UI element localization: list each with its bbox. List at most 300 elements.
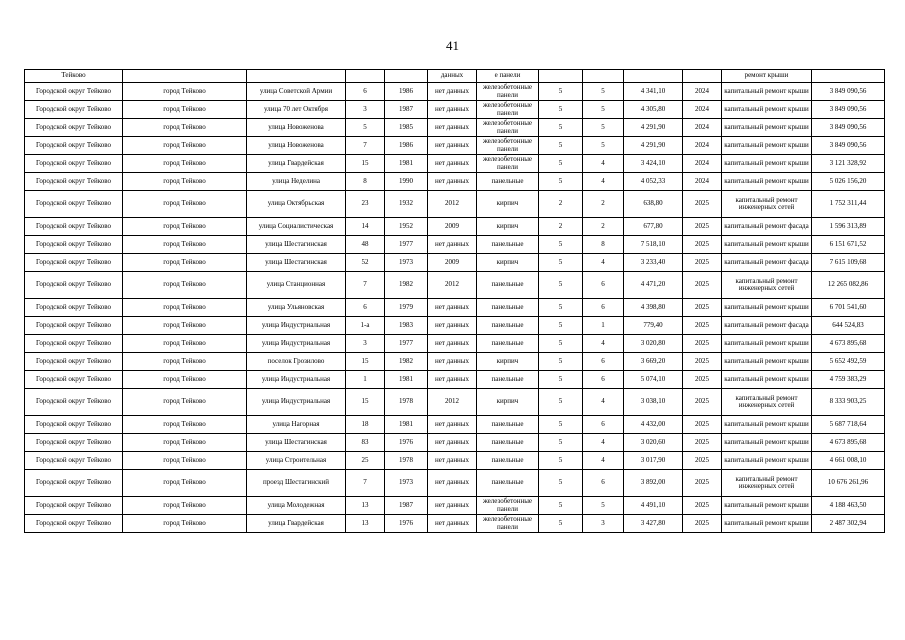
cell-repair-type: капитальный ремонт крыши: [722, 299, 812, 317]
cell-cost: 1 752 311,44: [812, 191, 885, 218]
cell-area: 638,80: [624, 191, 683, 218]
cell-floors: 5: [539, 236, 583, 254]
cell-house-number: 83: [346, 434, 385, 452]
cell-municipality: Городской округ Тейково: [25, 452, 123, 470]
cell-settlement: город Тейково: [123, 470, 247, 497]
cell-year-built: 1985: [385, 119, 428, 137]
cell-street: улица Октябрьская: [247, 191, 346, 218]
cell-street: улица Новоженова: [247, 119, 346, 137]
cell-cost: 2 487 302,94: [812, 515, 885, 533]
cell-area: [624, 70, 683, 83]
cell-floors: 5: [539, 137, 583, 155]
cell-year-built: 1977: [385, 236, 428, 254]
cell-wall-material: панельные: [477, 470, 539, 497]
cell-entrances: 8: [583, 236, 624, 254]
table-row: [25, 452, 885, 470]
cell-entrances: 6: [583, 371, 624, 389]
cell-wall-material: железобетонные панели: [477, 101, 539, 119]
table-row: [25, 119, 885, 137]
cell-area: 3 669,20: [624, 353, 683, 371]
cell-settlement: город Тейково: [123, 155, 247, 173]
cell-street: улица Советской Армии: [247, 83, 346, 101]
cell-year-reconstruction: нет данных: [428, 335, 477, 353]
cell-repair-type: капитальный ремонт инженерных сетей: [722, 272, 812, 299]
cell-area: 4 471,20: [624, 272, 683, 299]
cell-repair-year: 2024: [683, 119, 722, 137]
table-row: [25, 317, 885, 335]
cell-repair-year: 2025: [683, 452, 722, 470]
cell-cost: 3 849 090,56: [812, 83, 885, 101]
cell-settlement: город Тейково: [123, 497, 247, 515]
cell-municipality: Городской округ Тейково: [25, 353, 123, 371]
cell-year-built: 1978: [385, 389, 428, 416]
cell-cost: 3 849 090,56: [812, 101, 885, 119]
cell-wall-material: кирпич: [477, 191, 539, 218]
cell-wall-material: панельные: [477, 299, 539, 317]
cell-area: 4 341,10: [624, 83, 683, 101]
cell-year-reconstruction: 2012: [428, 191, 477, 218]
cell-repair-year: 2025: [683, 470, 722, 497]
cell-repair-year: 2024: [683, 155, 722, 173]
cell-settlement: город Тейково: [123, 254, 247, 272]
cell-municipality: Городской округ Тейково: [25, 191, 123, 218]
cell-repair-type: капитальный ремонт крыши: [722, 452, 812, 470]
cell-entrances: 5: [583, 83, 624, 101]
cell-repair-type: капитальный ремонт крыши: [722, 434, 812, 452]
cell-year-reconstruction: 2009: [428, 254, 477, 272]
cell-wall-material: панельные: [477, 317, 539, 335]
cell-municipality: Городской округ Тейково: [25, 470, 123, 497]
cell-floors: 5: [539, 317, 583, 335]
cell-year-reconstruction: нет данных: [428, 83, 477, 101]
cell-cost: [812, 70, 885, 83]
cell-house-number: 52: [346, 254, 385, 272]
table-row: [25, 218, 885, 236]
table-row: [25, 137, 885, 155]
cell-year-reconstruction: нет данных: [428, 299, 477, 317]
cell-year-reconstruction: 2012: [428, 389, 477, 416]
cell-entrances: 4: [583, 389, 624, 416]
cell-settlement: город Тейково: [123, 119, 247, 137]
cell-house-number: 48: [346, 236, 385, 254]
table-row: [25, 155, 885, 173]
cell-entrances: 6: [583, 299, 624, 317]
cell-house-number: [346, 70, 385, 83]
cell-entrances: 4: [583, 434, 624, 452]
cell-house-number: 15: [346, 389, 385, 416]
cell-municipality: Городской округ Тейково: [25, 335, 123, 353]
cell-municipality: Городской округ Тейково: [25, 101, 123, 119]
cell-wall-material: железобетонные панели: [477, 119, 539, 137]
cell-municipality: Городской округ Тейково: [25, 515, 123, 533]
cell-floors: 5: [539, 353, 583, 371]
cell-street: [247, 70, 346, 83]
cell-street: улица Шестагинская: [247, 236, 346, 254]
cell-wall-material: панельные: [477, 452, 539, 470]
cell-entrances: 4: [583, 254, 624, 272]
cell-settlement: город Тейково: [123, 299, 247, 317]
cell-floors: [539, 70, 583, 83]
cell-cost: 6 701 541,60: [812, 299, 885, 317]
cell-municipality: Городской округ Тейково: [25, 299, 123, 317]
cell-repair-type: капитальный ремонт крыши: [722, 371, 812, 389]
cell-year-reconstruction: 2012: [428, 272, 477, 299]
cell-year-built: 1981: [385, 416, 428, 434]
cell-repair-type: капитальный ремонт инженерных сетей: [722, 389, 812, 416]
cell-wall-material: железобетонные панели: [477, 515, 539, 533]
cell-municipality: Городской округ Тейково: [25, 416, 123, 434]
cell-year-reconstruction: нет данных: [428, 155, 477, 173]
cell-cost: 3 849 090,56: [812, 137, 885, 155]
cell-repair-year: 2025: [683, 191, 722, 218]
cell-wall-material: кирпич: [477, 254, 539, 272]
cell-area: 3 020,80: [624, 335, 683, 353]
cell-entrances: 1: [583, 317, 624, 335]
cell-settlement: город Тейково: [123, 515, 247, 533]
table-row: [25, 191, 885, 218]
cell-floors: 5: [539, 101, 583, 119]
cell-repair-year: 2025: [683, 236, 722, 254]
cell-repair-year: 2024: [683, 173, 722, 191]
cell-entrances: 4: [583, 155, 624, 173]
cell-cost: 3 849 090,56: [812, 119, 885, 137]
cell-repair-year: 2025: [683, 416, 722, 434]
cell-municipality: Городской округ Тейково: [25, 137, 123, 155]
table-row: [25, 353, 885, 371]
cell-year-built: 1982: [385, 272, 428, 299]
cell-municipality: Городской округ Тейково: [25, 119, 123, 137]
cell-year-built: 1981: [385, 371, 428, 389]
cell-area: 5 074,10: [624, 371, 683, 389]
cell-wall-material: кирпич: [477, 353, 539, 371]
cell-year-reconstruction: нет данных: [428, 119, 477, 137]
cell-settlement: город Тейково: [123, 452, 247, 470]
cell-house-number: 6: [346, 299, 385, 317]
cell-year-built: 1986: [385, 83, 428, 101]
cell-entrances: 5: [583, 119, 624, 137]
cell-year-built: [385, 70, 428, 83]
cell-repair-type: капитальный ремонт крыши: [722, 173, 812, 191]
cell-area: 779,40: [624, 317, 683, 335]
cell-wall-material: панельные: [477, 335, 539, 353]
cell-repair-type: капитальный ремонт крыши: [722, 101, 812, 119]
cell-year-built: 1973: [385, 254, 428, 272]
cell-year-built: 1973: [385, 470, 428, 497]
cell-entrances: 2: [583, 191, 624, 218]
cell-year-built: 1987: [385, 101, 428, 119]
cell-entrances: 6: [583, 353, 624, 371]
cell-house-number: 14: [346, 218, 385, 236]
cell-street: улица Индустриальная: [247, 389, 346, 416]
cell-settlement: город Тейково: [123, 83, 247, 101]
cell-street: улица Неделина: [247, 173, 346, 191]
cell-wall-material: панельные: [477, 173, 539, 191]
cell-area: 4 291,90: [624, 137, 683, 155]
cell-entrances: 4: [583, 173, 624, 191]
cell-entrances: 6: [583, 470, 624, 497]
cell-municipality: Городской округ Тейково: [25, 173, 123, 191]
cell-municipality: Городской округ Тейково: [25, 371, 123, 389]
cell-repair-type: капитальный ремонт крыши: [722, 119, 812, 137]
cell-area: 3 017,90: [624, 452, 683, 470]
cell-floors: 5: [539, 389, 583, 416]
cell-repair-type: капитальный ремонт инженерных сетей: [722, 191, 812, 218]
cell-cost: 4 759 383,29: [812, 371, 885, 389]
cell-floors: 5: [539, 119, 583, 137]
cell-settlement: город Тейково: [123, 101, 247, 119]
cell-repair-year: 2025: [683, 299, 722, 317]
cell-street: улица Гвардейская: [247, 515, 346, 533]
cell-house-number: 8: [346, 173, 385, 191]
cell-floors: 5: [539, 515, 583, 533]
cell-year-reconstruction: нет данных: [428, 353, 477, 371]
cell-year-reconstruction: нет данных: [428, 434, 477, 452]
cell-year-built: 1981: [385, 155, 428, 173]
cell-floors: 5: [539, 371, 583, 389]
cell-street: улица Новоженова: [247, 137, 346, 155]
cell-year-reconstruction: нет данных: [428, 317, 477, 335]
cell-year-reconstruction: 2009: [428, 218, 477, 236]
cell-house-number: 23: [346, 191, 385, 218]
cell-wall-material: панельные: [477, 236, 539, 254]
cell-settlement: город Тейково: [123, 371, 247, 389]
cell-entrances: 5: [583, 497, 624, 515]
cell-municipality: Городской округ Тейково: [25, 317, 123, 335]
cell-wall-material: железобетонные панели: [477, 155, 539, 173]
cell-house-number: 1-а: [346, 317, 385, 335]
table-row: [25, 236, 885, 254]
cell-year-built: 1932: [385, 191, 428, 218]
cell-entrances: 5: [583, 101, 624, 119]
cell-floors: 5: [539, 452, 583, 470]
cell-settlement: [123, 70, 247, 83]
cell-house-number: 7: [346, 470, 385, 497]
cell-street: улица Шестагинская: [247, 254, 346, 272]
cell-repair-year: 2025: [683, 497, 722, 515]
cell-street: улица Станционная: [247, 272, 346, 299]
table-row: [25, 389, 885, 416]
cell-floors: 5: [539, 416, 583, 434]
cell-municipality: Городской округ Тейково: [25, 83, 123, 101]
cell-municipality: Городской округ Тейково: [25, 389, 123, 416]
cell-year-reconstruction: нет данных: [428, 101, 477, 119]
cell-wall-material: железобетонные панели: [477, 83, 539, 101]
cell-entrances: 2: [583, 218, 624, 236]
table-row: [25, 371, 885, 389]
cell-year-built: 1976: [385, 434, 428, 452]
cell-cost: 7 615 109,68: [812, 254, 885, 272]
cell-floors: 5: [539, 470, 583, 497]
cell-year-reconstruction: нет данных: [428, 470, 477, 497]
cell-street: поселок Грозилово: [247, 353, 346, 371]
cell-entrances: 6: [583, 416, 624, 434]
cell-house-number: 3: [346, 101, 385, 119]
table-row: [25, 515, 885, 533]
cell-wall-material: кирпич: [477, 389, 539, 416]
cell-floors: 5: [539, 173, 583, 191]
cell-municipality: Городской округ Тейково: [25, 218, 123, 236]
cell-repair-year: 2024: [683, 137, 722, 155]
cell-year-built: 1983: [385, 317, 428, 335]
cell-settlement: город Тейково: [123, 218, 247, 236]
cell-repair-year: 2025: [683, 353, 722, 371]
cell-year-built: 1978: [385, 452, 428, 470]
cell-house-number: 5: [346, 119, 385, 137]
table-row: [25, 497, 885, 515]
cell-year-built: 1979: [385, 299, 428, 317]
cell-house-number: 15: [346, 353, 385, 371]
cell-area: 4 052,33: [624, 173, 683, 191]
cell-street: улица Социалистическая: [247, 218, 346, 236]
cell-house-number: 25: [346, 452, 385, 470]
cell-repair-type: капитальный ремонт крыши: [722, 236, 812, 254]
table-row: [25, 470, 885, 497]
cell-year-built: 1990: [385, 173, 428, 191]
cell-house-number: 13: [346, 497, 385, 515]
cell-wall-material: железобетонные панели: [477, 137, 539, 155]
cell-area: 4 432,00: [624, 416, 683, 434]
cell-municipality: Городской округ Тейково: [25, 236, 123, 254]
cell-entrances: 5: [583, 137, 624, 155]
cell-municipality: Городской округ Тейково: [25, 254, 123, 272]
cell-street: улица Индустриальная: [247, 335, 346, 353]
cell-entrances: 4: [583, 335, 624, 353]
cell-repair-year: 2024: [683, 101, 722, 119]
cell-cost: 644 524,83: [812, 317, 885, 335]
cell-house-number: 7: [346, 272, 385, 299]
cell-settlement: город Тейково: [123, 173, 247, 191]
cell-repair-year: 2025: [683, 272, 722, 299]
cell-wall-material: кирпич: [477, 218, 539, 236]
cell-area: 677,80: [624, 218, 683, 236]
cell-street: проезд Шестагинский: [247, 470, 346, 497]
cell-settlement: город Тейково: [123, 353, 247, 371]
cell-municipality: Тейково: [25, 70, 123, 83]
cell-settlement: город Тейково: [123, 317, 247, 335]
cell-entrances: 4: [583, 452, 624, 470]
cell-house-number: 6: [346, 83, 385, 101]
cell-year-reconstruction: нет данных: [428, 173, 477, 191]
cell-cost: 5 687 718,64: [812, 416, 885, 434]
cell-repair-type: капитальный ремонт крыши: [722, 83, 812, 101]
cell-house-number: 18: [346, 416, 385, 434]
table-row: [25, 83, 885, 101]
cell-wall-material: панельные: [477, 272, 539, 299]
cell-year-reconstruction: нет данных: [428, 515, 477, 533]
housing-repair-table: [24, 69, 885, 533]
cell-repair-year: 2025: [683, 371, 722, 389]
cell-street: улица Молодежная: [247, 497, 346, 515]
cell-street: улица Шестагинская: [247, 434, 346, 452]
cell-cost: 4 673 895,68: [812, 335, 885, 353]
cell-entrances: [583, 70, 624, 83]
cell-street: улица Гвардейская: [247, 155, 346, 173]
cell-wall-material: панельные: [477, 371, 539, 389]
cell-floors: 5: [539, 83, 583, 101]
cell-repair-type: капитальный ремонт крыши: [722, 515, 812, 533]
cell-repair-year: 2025: [683, 317, 722, 335]
cell-repair-year: 2025: [683, 389, 722, 416]
cell-settlement: город Тейково: [123, 236, 247, 254]
table-row: [25, 173, 885, 191]
cell-repair-type: капитальный ремонт крыши: [722, 335, 812, 353]
cell-area: 4 291,90: [624, 119, 683, 137]
cell-municipality: Городской округ Тейково: [25, 497, 123, 515]
cell-cost: 5 652 492,59: [812, 353, 885, 371]
cell-repair-year: 2025: [683, 515, 722, 533]
cell-entrances: 6: [583, 272, 624, 299]
cell-settlement: город Тейково: [123, 191, 247, 218]
cell-cost: 5 026 156,20: [812, 173, 885, 191]
cell-house-number: 7: [346, 137, 385, 155]
cell-area: 3 427,80: [624, 515, 683, 533]
cell-floors: 5: [539, 272, 583, 299]
cell-repair-year: 2025: [683, 335, 722, 353]
cell-year-built: 1976: [385, 515, 428, 533]
cell-floors: 5: [539, 299, 583, 317]
table-row: [25, 299, 885, 317]
table-row: [25, 416, 885, 434]
cell-area: 4 491,10: [624, 497, 683, 515]
cell-year-reconstruction: нет данных: [428, 371, 477, 389]
cell-wall-material: панельные: [477, 434, 539, 452]
cell-cost: 8 333 903,25: [812, 389, 885, 416]
cell-cost: 12 265 082,86: [812, 272, 885, 299]
cell-area: 4 398,80: [624, 299, 683, 317]
cell-repair-type: ремонт крыши: [722, 70, 812, 83]
cell-floors: 5: [539, 335, 583, 353]
cell-cost: 4 661 008,10: [812, 452, 885, 470]
cell-municipality: Городской округ Тейково: [25, 272, 123, 299]
cell-settlement: город Тейково: [123, 389, 247, 416]
cell-area: 3 020,60: [624, 434, 683, 452]
cell-settlement: город Тейково: [123, 434, 247, 452]
cell-repair-year: 2024: [683, 83, 722, 101]
cell-floors: 2: [539, 218, 583, 236]
cell-cost: 4 188 463,50: [812, 497, 885, 515]
cell-settlement: город Тейково: [123, 416, 247, 434]
cell-year-reconstruction: нет данных: [428, 416, 477, 434]
cell-year-reconstruction: нет данных: [428, 452, 477, 470]
cell-floors: 5: [539, 155, 583, 173]
cell-house-number: 1: [346, 371, 385, 389]
cell-repair-year: 2025: [683, 434, 722, 452]
cell-year-reconstruction: нет данных: [428, 137, 477, 155]
cell-area: 3 038,10: [624, 389, 683, 416]
cell-year-built: 1987: [385, 497, 428, 515]
cell-repair-year: 2025: [683, 254, 722, 272]
cell-house-number: 13: [346, 515, 385, 533]
cell-repair-type: капитальный ремонт инженерных сетей: [722, 470, 812, 497]
cell-repair-type: капитальный ремонт крыши: [722, 416, 812, 434]
cell-cost: 4 673 895,68: [812, 434, 885, 452]
table-row: [25, 434, 885, 452]
cell-municipality: Городской округ Тейково: [25, 434, 123, 452]
cell-area: 3 424,10: [624, 155, 683, 173]
cell-repair-type: капитальный ремонт крыши: [722, 155, 812, 173]
cell-street: улица Строительная: [247, 452, 346, 470]
page-number: 41: [446, 38, 459, 53]
cell-cost: 1 596 313,89: [812, 218, 885, 236]
cell-street: улица Нагорная: [247, 416, 346, 434]
table-row: [25, 335, 885, 353]
cell-settlement: город Тейково: [123, 272, 247, 299]
cell-year-reconstruction: данных: [428, 70, 477, 83]
cell-repair-type: капитальный ремонт фасада: [722, 317, 812, 335]
cell-entrances: 3: [583, 515, 624, 533]
cell-year-reconstruction: нет данных: [428, 236, 477, 254]
cell-repair-type: капитальный ремонт крыши: [722, 137, 812, 155]
